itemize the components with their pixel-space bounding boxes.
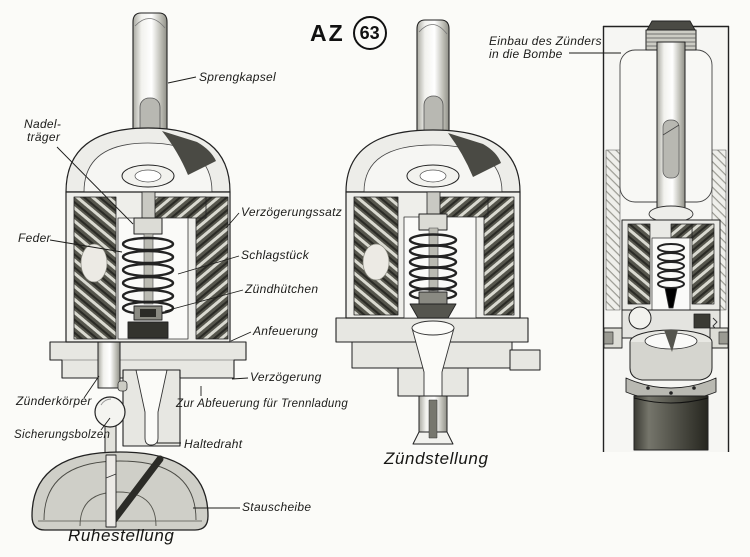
label-nadeltraeger-1: Nadel- [24,117,62,131]
caption-ruhestellung: Ruhestellung [68,526,175,545]
label-zur-abfeuerung: Zur Abfeuerung für Trennladung [176,398,349,410]
label-sicherungsbolzen: Sicherungsbolzen [14,429,111,441]
label-feder: Feder [18,231,51,245]
label-einbau-2: in die Bombe [489,47,563,61]
safety-ball [95,397,125,427]
igniter-charge [128,322,168,338]
label-schlagstueck: Schlagstück [241,248,309,262]
figure-installed-in-bomb [603,21,729,452]
caption-zuendstellung: Zündstellung [384,449,489,468]
striker-head [134,218,162,234]
figure-rest-position [32,13,246,530]
label-verzoegerung: Verzögerung [250,370,322,384]
label-nadeltraeger-2: träger [27,130,61,144]
title-text: AZ [310,19,345,46]
label-anfeuerung: Anfeuerung [253,324,319,338]
detonator-well-cylinder [634,396,708,450]
label-stauscheibe: Stauscheibe [242,500,312,514]
figure-firing-position [336,20,540,444]
impact-disc [32,452,208,530]
label-verzoegerungssatz: Verzögerungssatz [241,205,343,219]
label-haltedraht: Haltedraht [184,437,243,451]
label-einbau-1: Einbau des Zünders [489,34,602,48]
label-sprengkapsel: Sprengkapsel [199,70,276,84]
title-number-circled: 63 [353,16,387,50]
label-zuendhuetchen: Zündhütchen [245,282,319,296]
label-zuenderkoerper: Zünderkörper [16,394,92,408]
figure-title [310,16,387,50]
